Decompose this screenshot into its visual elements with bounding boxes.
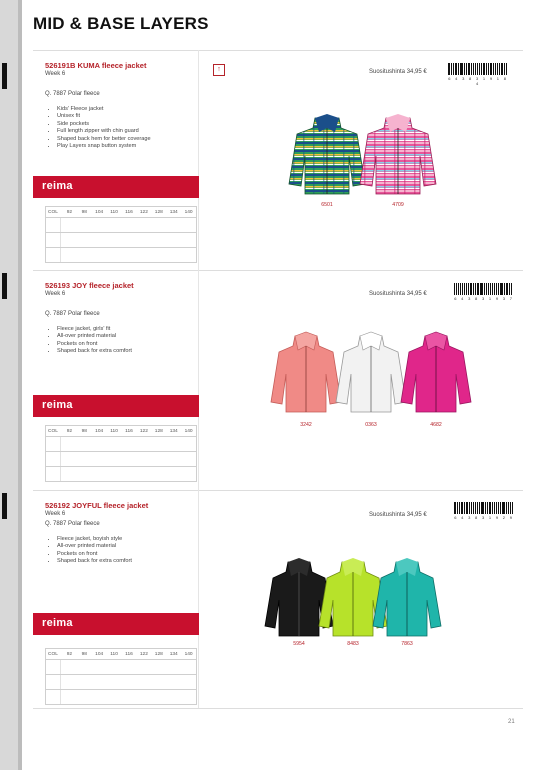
- feature-item: • Shaped back hem for better coverage: [57, 136, 197, 143]
- barcode-bar: [464, 63, 465, 75]
- color-code: 5954: [293, 641, 305, 647]
- barcode-bar: [494, 283, 495, 295]
- barcode-bar: [471, 63, 472, 75]
- barcode-bar: [466, 502, 469, 514]
- feature-item: • Pockets on front: [57, 551, 197, 558]
- size-label: 128: [154, 428, 163, 434]
- barcode-bar: [475, 63, 477, 75]
- barcode-bar: [512, 502, 513, 514]
- barcode-bar: [495, 63, 496, 75]
- feature-item: • Pockets on front: [57, 341, 197, 348]
- size-label: 128: [154, 651, 163, 657]
- barcode-bar: [480, 283, 483, 295]
- barcode-bar: [460, 63, 463, 75]
- size-table-row: [45, 248, 197, 263]
- color-code: 8483: [347, 641, 359, 647]
- barcode-bar: [492, 283, 493, 295]
- barcode-bar: [471, 502, 472, 514]
- barcode-number: 6 4 3 8 3 1 9 3 7: [454, 296, 514, 301]
- barcode-bar: [462, 283, 463, 295]
- color-code: 7863: [401, 641, 413, 647]
- barcode-bar: [473, 283, 474, 295]
- size-label: 104: [95, 651, 104, 657]
- barcode-bar: [506, 283, 508, 295]
- barcode-bar: [498, 502, 499, 514]
- jacket-image-joyful-teal: [371, 554, 443, 638]
- barcode-bar: [460, 283, 461, 295]
- barcode-bar: [448, 63, 450, 75]
- jacket-image-joy-white: [334, 328, 408, 414]
- size-label: 98: [81, 651, 87, 657]
- brand-banner: [33, 176, 199, 198]
- delivery-week: Week 6: [45, 511, 66, 517]
- barcode-bar: [453, 63, 454, 75]
- barcode-bar: [499, 63, 500, 75]
- barcode-bar: [488, 283, 489, 295]
- product-section-kuma: [33, 50, 523, 270]
- barcode-bar: [486, 283, 487, 295]
- register-mark: [2, 63, 7, 89]
- feature-list: [45, 326, 197, 356]
- jacket-image-kuma-green: [287, 110, 367, 196]
- barcode-bar: [454, 502, 456, 514]
- barcode-bar: [457, 502, 458, 514]
- feature-item: • Kids' Fleece jacket: [57, 106, 197, 113]
- feature-item: • Play Layers snap button system: [57, 143, 197, 150]
- size-label: 140: [184, 651, 193, 657]
- barcode-bar: [481, 63, 482, 75]
- brand-banner: [33, 395, 199, 417]
- barcode: [448, 63, 508, 86]
- binding-gutter: [0, 0, 22, 770]
- size-label: 140: [184, 209, 193, 215]
- product-section-joyful: [33, 490, 523, 708]
- register-mark: [2, 273, 7, 299]
- barcode-bar: [500, 502, 501, 514]
- feature-item: • Fleece jacket, girls' fit: [57, 326, 197, 333]
- barcode-bar: [506, 63, 507, 75]
- size-label: 134: [169, 428, 178, 434]
- barcode-bar: [477, 502, 478, 514]
- barcode-bar: [511, 283, 512, 295]
- barcode-bar: [466, 63, 467, 75]
- size-table-row: [45, 452, 197, 467]
- barcode-bar: [485, 502, 486, 514]
- feature-item: • Unisex fit: [57, 113, 197, 120]
- barcode-bar: [492, 502, 493, 514]
- barcode-bar: [510, 502, 511, 514]
- brand-banner: [33, 613, 199, 635]
- product-title: 526192 JOYFUL fleece jacket: [45, 501, 149, 510]
- column-divider: [198, 270, 199, 490]
- size-label: 110: [110, 209, 118, 215]
- jacket-image-joy-coral: [269, 328, 343, 414]
- barcode-bar: [498, 283, 499, 295]
- size-col-label: COL: [48, 428, 58, 434]
- barcode-bar: [483, 63, 485, 75]
- barcode-bar: [458, 63, 459, 75]
- barcode-bar: [469, 502, 470, 514]
- brand-logo: reima: [42, 617, 73, 629]
- color-code: 4682: [430, 422, 442, 428]
- size-table: [45, 425, 197, 479]
- feature-item: • All-over printed material: [57, 333, 197, 340]
- retail-price: Suositushinta 34,95 €: [369, 291, 427, 297]
- barcode-bars: [448, 63, 508, 75]
- size-table-header: [45, 206, 197, 218]
- color-code: 0363: [365, 422, 377, 428]
- barcode-bar: [466, 283, 467, 295]
- size-table-row: [45, 467, 197, 482]
- size-table-row: [45, 660, 197, 675]
- barcode-bar: [454, 283, 455, 295]
- barcode-bars: [454, 283, 514, 295]
- register-mark: [2, 493, 7, 519]
- size-label: 134: [169, 209, 178, 215]
- material-quality: Q. 7887 Polar fleece: [45, 91, 100, 97]
- barcode-bar: [487, 502, 488, 514]
- size-label: 110: [110, 651, 118, 657]
- barcode-bar: [496, 502, 498, 514]
- barcode-number: 6 4 3 8 3 1 9 1 8 4: [448, 76, 508, 86]
- brand-logo: reima: [42, 180, 73, 192]
- size-label: 116: [125, 209, 133, 215]
- product-info: [45, 501, 197, 566]
- barcode-bar: [502, 502, 505, 514]
- product-info: [45, 281, 197, 356]
- size-label: 122: [139, 209, 148, 215]
- barcode-bar: [497, 63, 498, 75]
- column-divider: [198, 490, 199, 708]
- barcode-bar: [468, 63, 470, 75]
- barcode-bar: [475, 502, 476, 514]
- barcode-bar: [477, 283, 479, 295]
- jacket-image-kuma-pink: [358, 110, 438, 196]
- product-title: 526191B KUMA fleece jacket: [45, 61, 147, 70]
- size-label: 134: [169, 651, 178, 657]
- barcode-bar: [458, 283, 459, 295]
- feature-item: • Full length zipper with chin guard: [57, 128, 197, 135]
- barcode-bar: [464, 283, 465, 295]
- feature-item: • Shaped back for extra comfort: [57, 558, 197, 565]
- barcode-bar: [475, 283, 476, 295]
- size-label: 92: [66, 209, 73, 215]
- barcode-bar: [504, 63, 505, 75]
- snap-system-icon: ↑: [213, 64, 225, 76]
- barcode-bar: [477, 63, 478, 75]
- barcode-bar: [486, 63, 487, 75]
- feature-list: [45, 536, 197, 566]
- delivery-week: Week 6: [45, 291, 66, 297]
- page-title: MID & BASE LAYERS: [33, 14, 209, 33]
- size-label: 104: [95, 428, 104, 434]
- material-quality: Q. 7887 Polar fleece: [45, 521, 100, 527]
- feature-item: • Shaped back for extra comfort: [57, 348, 197, 355]
- color-code: 4709: [392, 202, 404, 208]
- barcode-bar: [464, 502, 465, 514]
- barcode-bar: [496, 283, 497, 295]
- size-table-header: [45, 425, 197, 437]
- color-code: 6501: [321, 202, 333, 208]
- barcode-bar: [493, 63, 494, 75]
- barcode-bar: [456, 283, 457, 295]
- brand-logo: reima: [42, 399, 73, 411]
- barcode-bar: [490, 63, 492, 75]
- material-quality: Q. 7887 Polar fleece: [45, 311, 100, 317]
- barcode-bar: [489, 502, 491, 514]
- size-table-row: [45, 675, 197, 690]
- feature-item: • Side pockets: [57, 121, 197, 128]
- retail-price: Suositushinta 34,95 €: [369, 512, 427, 518]
- size-table: [45, 206, 197, 260]
- barcode: [454, 283, 514, 301]
- barcode-bar: [479, 63, 480, 75]
- feature-item: • Fleece jacket, boyish style: [57, 536, 197, 543]
- size-table-row: [45, 233, 197, 248]
- barcode-bar: [500, 283, 503, 295]
- barcode-bar: [473, 63, 474, 75]
- size-label: 128: [154, 209, 163, 215]
- size-label: 92: [66, 428, 73, 434]
- barcode-bars: [454, 502, 514, 514]
- barcode-bar: [509, 283, 510, 295]
- barcode-bar: [473, 502, 474, 514]
- barcode-bar: [481, 502, 484, 514]
- barcode-bar: [488, 63, 489, 75]
- page-number: 21: [508, 719, 515, 725]
- barcode-bar: [479, 502, 480, 514]
- size-table-row: [45, 218, 197, 233]
- feature-item: • All-over printed material: [57, 543, 197, 550]
- barcode-bar: [494, 502, 495, 514]
- gutter-fold: [18, 0, 22, 770]
- column-divider: [198, 50, 199, 270]
- barcode-bar: [468, 283, 469, 295]
- barcode-bar: [501, 63, 503, 75]
- jacket-image-joy-magenta: [399, 328, 473, 414]
- retail-price: Suositushinta 34,95 €: [369, 69, 427, 75]
- barcode-bar: [484, 283, 485, 295]
- delivery-week: Week 6: [45, 71, 66, 77]
- size-col-label: COL: [48, 651, 58, 657]
- product-info: [45, 61, 197, 150]
- barcode-bar: [459, 502, 460, 514]
- size-table-row: [45, 690, 197, 705]
- barcode-bar: [451, 63, 452, 75]
- size-label: 98: [81, 428, 87, 434]
- size-label: 98: [81, 209, 87, 215]
- size-table-header: [45, 648, 197, 660]
- size-label: 110: [110, 428, 118, 434]
- size-label: 140: [184, 428, 193, 434]
- size-label: 122: [139, 428, 148, 434]
- barcode: [454, 502, 514, 520]
- barcode-bar: [506, 502, 507, 514]
- barcode-bar: [461, 502, 463, 514]
- barcode-number: 6 4 3 8 3 1 9 2 9: [454, 515, 514, 520]
- barcode-bar: [490, 283, 491, 295]
- color-code: 3242: [300, 422, 312, 428]
- barcode-bar: [470, 283, 472, 295]
- size-label: 122: [139, 651, 148, 657]
- size-label: 116: [125, 428, 133, 434]
- barcode-bar: [504, 283, 505, 295]
- barcode-bar: [508, 502, 509, 514]
- size-label: 104: [95, 209, 104, 215]
- size-table-row: [45, 437, 197, 452]
- size-col-label: COL: [48, 209, 58, 215]
- barcode-bar: [455, 63, 457, 75]
- product-section-joy: [33, 270, 523, 490]
- size-label: 92: [66, 651, 73, 657]
- feature-list: [45, 106, 197, 150]
- size-table: [45, 648, 197, 702]
- product-title: 526193 JOY fleece jacket: [45, 281, 134, 290]
- size-label: 116: [125, 651, 133, 657]
- section-divider: [33, 708, 523, 709]
